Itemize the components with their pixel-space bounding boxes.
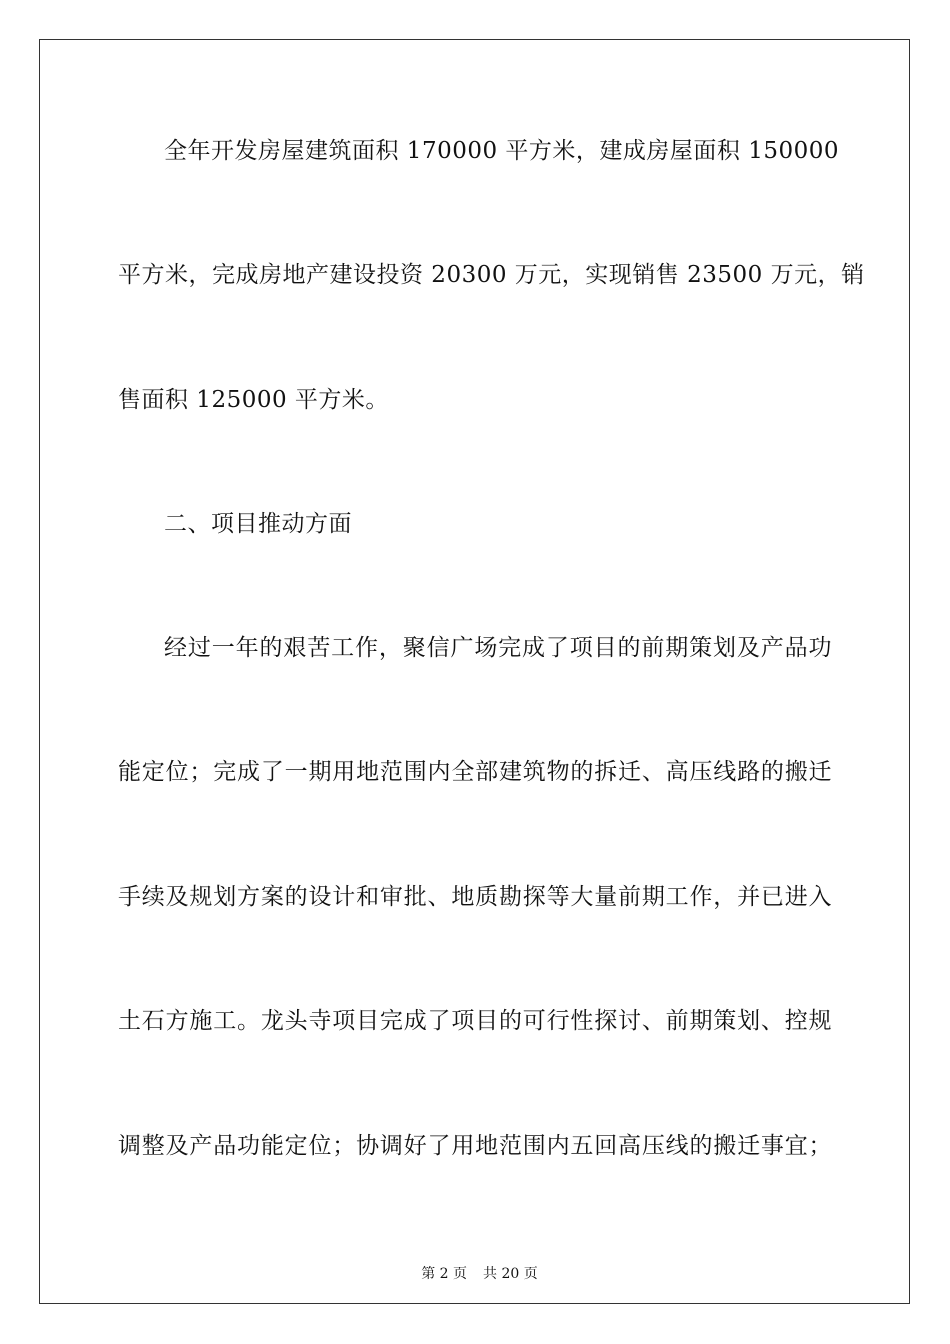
paragraph-line-7: 手续及规划方案的设计和审批、地质勘探等大量前期工作，并已进入	[118, 884, 832, 910]
paragraph-line-2: 平方米，完成房地产建设投资 20300 万元，实现销售 23500 万元，销	[118, 262, 865, 288]
paragraph-line-8: 土石方施工。龙头寺项目完成了项目的可行性探讨、前期策划、控规	[118, 1008, 832, 1034]
total-pages: 共 20 页	[483, 1266, 538, 1282]
page-number: 第 2 页	[421, 1266, 467, 1282]
paragraph-line-9: 调整及产品功能定位；协调好了用地范围内五回高压线的搬迁事宜；	[118, 1133, 832, 1159]
section-heading: 二、项目推动方面	[164, 511, 352, 537]
page-border	[39, 39, 910, 1304]
paragraph-line-3: 售面积 125000 平方米。	[118, 387, 389, 413]
paragraph-line-5: 经过一年的艰苦工作，聚信广场完成了项目的前期策划及产品功	[164, 635, 832, 661]
paragraph-line-1: 全年开发房屋建筑面积 170000 平方米，建成房屋面积 150000	[164, 138, 840, 164]
page-footer	[0, 1247, 950, 1283]
paragraph-line-6: 能定位；完成了一期用地范围内全部建筑物的拆迁、高压线路的搬迁	[118, 759, 832, 785]
